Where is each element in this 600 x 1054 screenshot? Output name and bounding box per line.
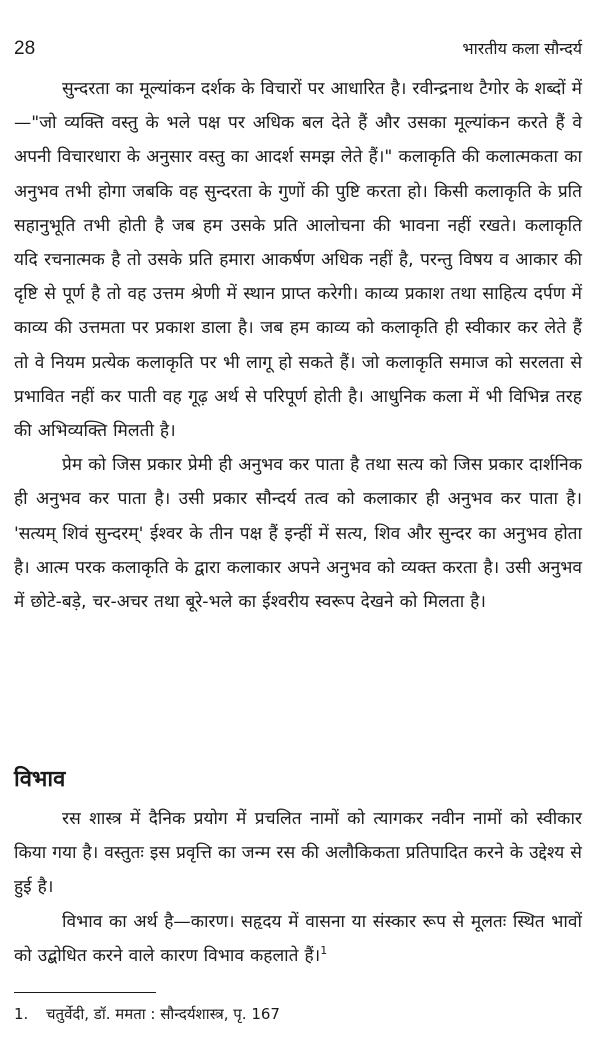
footnote-number: 1. <box>14 1005 29 1023</box>
footnote <box>14 1002 582 1026</box>
paragraph: प्रेम को जिस प्रकार प्रेमी ही अनुभव कर पाता है तथा सत्य को जिस प्रकार दार्शनिक ही अनुभव कर पाता है। उसी प्रकार सौन्दर्य तत्व को कलाकार ही अनुभव कर पाता है। 'सत्यम् शिवं सुन्दरम्' ईश्वर के तीन पक्ष हैं इन्हीं में सत्य, शिव और सुन्दर का अनुभव होता है। आत्म परक कलाकृति के द्वारा कलाकार अपने अनुभव को व्यक्त करता है। उसी अनुभव में छोटे-बड़े, चर-अचर तथा बूरे-भले का ईश्वरीय स्वरूप देखने को मिलता है। <box>14 455 582 613</box>
paragraph: सुन्दरता का मूल्यांकन दर्शक के विचारों पर आधारित है। रवीन्द्रनाथ टैगोर के शब्दों में—"जो व्यक्ति वस्तु के भले पक्ष पर अधिक बल देते हैं और उसका मूल्यांकन करते हैं वे अपनी विचारधारा के अनुसार वस्तु का आदर्श समझ लेते हैं।" कलाकृति की कलात्मकता का अनुभव तभी होगा जबकि वह सुन्दरता के गुणों की पुष्टि करता हो। किसी कलाकृति के प्रति सहानुभूति तभी होती है जब हम उसके प्रति आलोचना की भावना नहीं रखते। कलाकृति यदि रचनात्मक है तो उसके प्रति हमारा आकर्षण अधिक नहीं है, परन्तु विषय व आकार की दृष्टि से पूर्ण है तो वह उत्तम श्रेणी में स्थान प्राप्त करेगी। काव्य प्रकाश तथा साहित्य दर्पण में काव्य की उत्तमता पर प्रकाश डाला है। जब हम काव्य को कलाकृति ही स्वीकार कर लेते हैं तो वे नियम प्रत्येक कलाकृति पर भी लागू हो सकते हैं। जो कलाकृति समाज को सरलता से प्रभावित नहीं कर पाती वह गूढ़ अर्थ से परिपूर्ण होती है। आधुनिक कला में भी विभिन्न तरह की अभिव्यक्ति मिलती है। <box>14 79 582 442</box>
paragraph: रस शास्त्र में दैनिक प्रयोग में प्रचलित नामों को त्यागकर नवीन नामों को स्वीकार किया गया है। वस्तुतः इस प्रवृत्ति का जन्म रस की अलौकिकता प्रतिपादित करने के उद्देश्य से हुई है। <box>14 809 582 898</box>
paragraph-text: विभाव का अर्थ है—कारण। सहृदय में वासना या संस्कार रूप से मूलतः स्थित भावों को उद्बोधित करने वाले कारण विभाव कहलाते हैं। <box>14 911 582 966</box>
footnote-divider <box>14 992 156 993</box>
footnote-reference: 1 <box>320 944 328 958</box>
paragraph <box>14 905 582 973</box>
section-heading: विभाव <box>14 767 66 792</box>
page-number: 28 <box>14 38 36 59</box>
section-text <box>14 802 582 973</box>
body-text <box>14 72 582 619</box>
footnote-text: चतुर्वेदी, डॉ. ममता : सौन्दर्यशास्त्र, पृ. 167 <box>46 1005 280 1023</box>
page-header <box>14 36 582 64</box>
running-title: भारतीय कला सौन्दर्य <box>462 39 582 58</box>
